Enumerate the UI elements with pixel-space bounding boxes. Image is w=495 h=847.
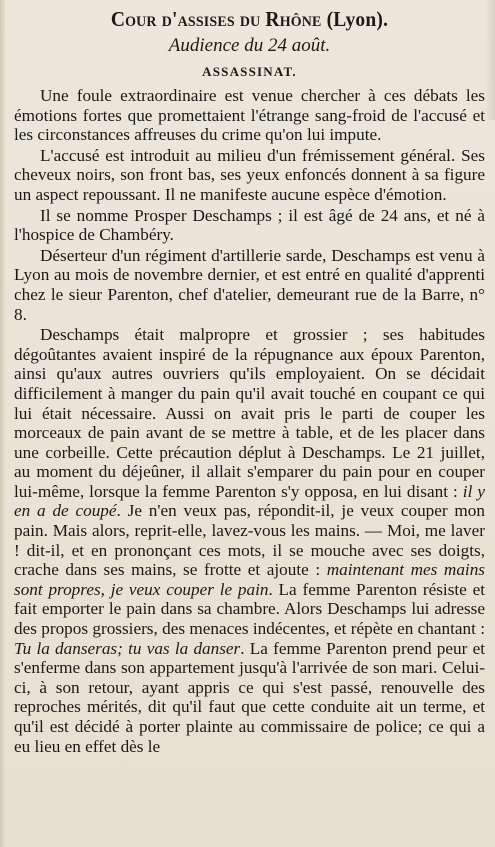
- article-paragraph: [14, 246, 485, 324]
- court-headline: [30, 6, 468, 32]
- paragraph-text: Une foule extraordinaire est venue chercher à ces débats les émotions fortes que promettaient l'étrange sang-froid de l'accusé et les circonstances affreuses du crime qu'on lui impute.: [14, 86, 485, 145]
- article-paragraph: [14, 146, 485, 205]
- session-date: Audience du 24 août.: [168, 35, 331, 56]
- article-paragraph: [14, 206, 485, 245]
- paragraph-text: Déserteur d'un régiment d'artillerie sarde, Deschamps est venu à Lyon au mois de novembre dernier, et est entré en qualité d'apprenti chez le sieur Parenton, chef d'atelier, demeurant rue de la Barre, n° 8.: [14, 245, 485, 324]
- quoted-speech: il y en a de coupé: [14, 481, 485, 521]
- section-title: ASSASSINAT.: [202, 64, 297, 79]
- page-edge-shadow: [0, 0, 5, 847]
- article-paragraph: [14, 325, 485, 756]
- quoted-speech: Tu la danseras; tu vas la danser: [14, 638, 241, 658]
- paragraph-text: . Je n'en veux pas, répondit-il, je veux couper mon pain. Mais alors, reprit-elle, lavez-vous les mains. — Moi, me laver ! dit-il, et en prononçant ces mots, il se mouche avec ses doigts, crache dans ses mains, se frotte et ajoute :: [14, 501, 485, 580]
- paragraph-text: Il se nomme Prosper Deschamps ; il est âgé de 24 ans, et né à l'hospice de Chambéry.: [14, 205, 485, 245]
- paragraph-text: . La femme Parenton prend peur et s'enferme dans son appartement jusqu'à l'arrivée de son mari. Celui-ci, à son retour, ayant appris ce qui s'est passé, renouvelle des reproches mérités, dit qu'il faut que cette conduite ait un terme, et qu'il est décidé à porter plainte au commissaire de police; ce qui a eu lieu en effet dès le: [14, 638, 485, 756]
- paragraph-text: L'accusé est introduit au milieu d'un frémissement général. Ses cheveux noirs, son front bas, ses yeux enfoncés donnent à sa figure un aspect repoussant. Il ne manifeste aucune espèce d'émotion.: [14, 145, 485, 204]
- adjacent-column-bleed: [485, 0, 495, 120]
- paragraph-text: Deschamps était malpropre et grossier ; ses habitudes dégoûtantes avaient inspiré de la répugnance aux époux Parenton, ainsi qu'aux autres ouvriers qu'ils employaient. On se décidait difficilement à manger du pain qu'il avait touché en coupant ce qui lui était nécessaire. Aussi on avait pris le parti de couper les morceaux de pain avant de se mettre à table, et de les placer dans une corbeille. Cette précaution déplut à Deschamps. Le 21 juillet, au moment du déjeûner, il allait s'emparer du pain pour en couper lui-même, lorsque la femme Parenton s'y opposa, en lui disant :: [14, 325, 485, 501]
- paragraph-text: . La femme Parenton résiste et fait emporter le pain dans sa chambre. Alors Deschamps lui adresse des propos grossiers, des menaces indécentes, et répète en chantant :: [14, 579, 485, 639]
- headline-court-name: Cour d'assises du Rhône: [110, 7, 322, 31]
- headline-city: (Lyon).: [321, 7, 389, 31]
- article-paragraph: [14, 86, 485, 145]
- quoted-speech: maintenant mes mains sont propres, je veux couper le pain: [14, 560, 485, 599]
- article-body: [14, 86, 485, 756]
